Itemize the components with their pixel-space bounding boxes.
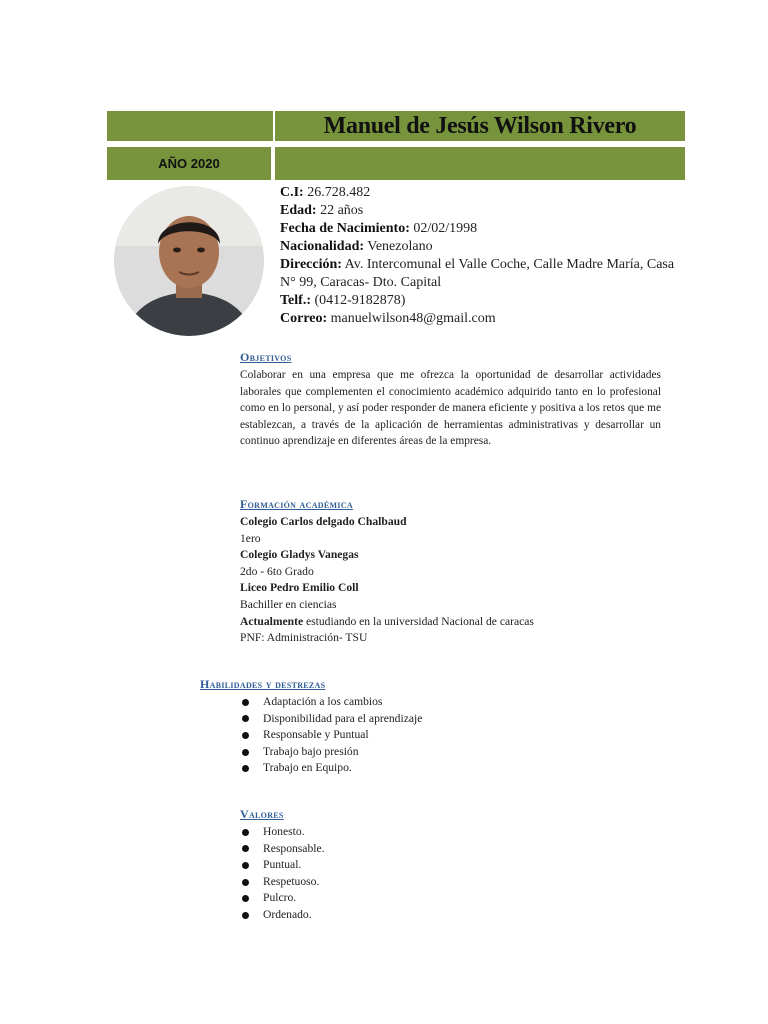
bullet-icon — [242, 829, 249, 836]
person-portrait-icon — [114, 186, 264, 336]
bullet-icon — [242, 699, 249, 706]
direccion-label: Dirección: — [280, 257, 342, 272]
school-name: Colegio Gladys Vanegas — [240, 548, 359, 562]
year-label: AÑO 2020 — [158, 156, 220, 171]
ci-row — [280, 184, 680, 202]
header-accent-bar — [107, 111, 273, 141]
correo-value: manuelwilson48@gmail.com — [327, 311, 496, 326]
pnf-line: PNF: Administración- TSU — [240, 631, 368, 645]
nacionalidad-value: Venezolano — [364, 239, 433, 254]
list-item-text: Responsable y Puntual — [263, 728, 369, 742]
current-value: estudiando en la universidad Nacional de caracas — [303, 614, 534, 628]
year-banner — [107, 147, 271, 180]
bullet-icon — [242, 749, 249, 756]
school-detail: 1ero — [240, 531, 261, 545]
habilidades-list — [242, 694, 422, 777]
name-banner — [275, 111, 685, 141]
list-item-text: Respetuoso. — [263, 874, 320, 888]
direccion-row — [280, 256, 680, 292]
valores-heading: Valores — [240, 807, 284, 821]
list-item — [242, 694, 422, 711]
nacionalidad-row — [280, 238, 680, 256]
list-item-text: Honesto. — [263, 825, 305, 838]
list-item — [242, 857, 325, 874]
school-detail: Bachiller en ciencias — [240, 597, 337, 611]
fecha-value: 02/02/1998 — [409, 221, 478, 236]
list-item-text: Disponibilidad para el aprendizaje — [263, 711, 423, 725]
objetivos-heading: Objetivos — [240, 350, 292, 364]
correo-row — [280, 310, 680, 328]
candidate-name: Manuel de Jesús Wilson Rivero — [323, 112, 637, 139]
telf-label: Telf.: — [280, 293, 311, 308]
bullet-icon — [242, 715, 249, 722]
list-item — [242, 727, 422, 744]
list-item-text: Puntual. — [263, 858, 302, 872]
correo-label: Correo: — [280, 311, 328, 326]
list-item — [242, 711, 422, 728]
formacion-list — [240, 514, 670, 647]
list-item — [242, 824, 325, 841]
bullet-icon — [242, 912, 249, 919]
school-name: Colegio Carlos delgado Chalbaud — [240, 515, 407, 528]
year-accent-bar — [275, 147, 685, 180]
list-item-text: Pulcro. — [263, 891, 297, 905]
habilidades-heading: Habilidades y destrezas — [200, 677, 326, 691]
list-item-text: Trabajo en Equipo. — [263, 761, 352, 775]
list-item — [242, 744, 422, 761]
list-item-text: Responsable. — [263, 841, 325, 855]
bullet-icon — [242, 765, 249, 772]
school-name: Liceo Pedro Emilio Coll — [240, 581, 359, 595]
bullet-icon — [242, 732, 249, 739]
list-item — [242, 874, 325, 891]
formacion-heading: Formación académica — [240, 497, 353, 511]
list-item-text: Trabajo bajo presión — [263, 744, 359, 758]
objetivos-text: Colaborar en una empresa que me ofrezca la oportunidad de desarrollar actividades laborales que complementen el conocimiento académico adquirido tanto en lo profesional como en lo personal, y así poder responder de manera eficiente y positiva a los retos que me establezcan, a través de la aplicación de herramientas administrativas y desarrollar un continuo aprendizaje en diferentes áreas de la empresa. — [240, 369, 661, 447]
fecha-label: Fecha de Nacimiento: — [280, 221, 410, 236]
telf-value: (0412-9182878) — [310, 293, 406, 308]
bullet-icon — [242, 862, 249, 869]
list-item — [242, 907, 325, 924]
list-item-text: Adaptación a los cambios — [263, 695, 383, 708]
bullet-icon — [242, 895, 249, 902]
fecha-row — [280, 220, 680, 238]
list-item-text: Ordenado. — [263, 907, 312, 921]
bullet-icon — [242, 879, 249, 886]
list-item — [242, 760, 422, 777]
ci-value: 26.728.482 — [303, 185, 371, 200]
current-label: Actualmente — [240, 614, 304, 628]
profile-photo — [114, 186, 264, 336]
ci-label: C.I: — [280, 185, 304, 200]
direccion-value: Av. Intercomunal el Valle Coche, Calle Madre María, Casa N° 99, Caracas- Dto. Capital — [280, 257, 675, 290]
list-item — [242, 890, 325, 907]
edad-row — [280, 202, 680, 220]
edad-value: 22 años — [316, 203, 364, 218]
list-item — [242, 841, 325, 858]
personal-info — [280, 184, 680, 328]
nacionalidad-label: Nacionalidad: — [280, 239, 365, 254]
school-detail: 2do - 6to Grado — [240, 564, 314, 578]
telf-row — [280, 292, 680, 310]
current-studies — [240, 614, 670, 631]
valores-list — [242, 824, 325, 924]
edad-label: Edad: — [280, 203, 317, 218]
bullet-icon — [242, 845, 249, 852]
